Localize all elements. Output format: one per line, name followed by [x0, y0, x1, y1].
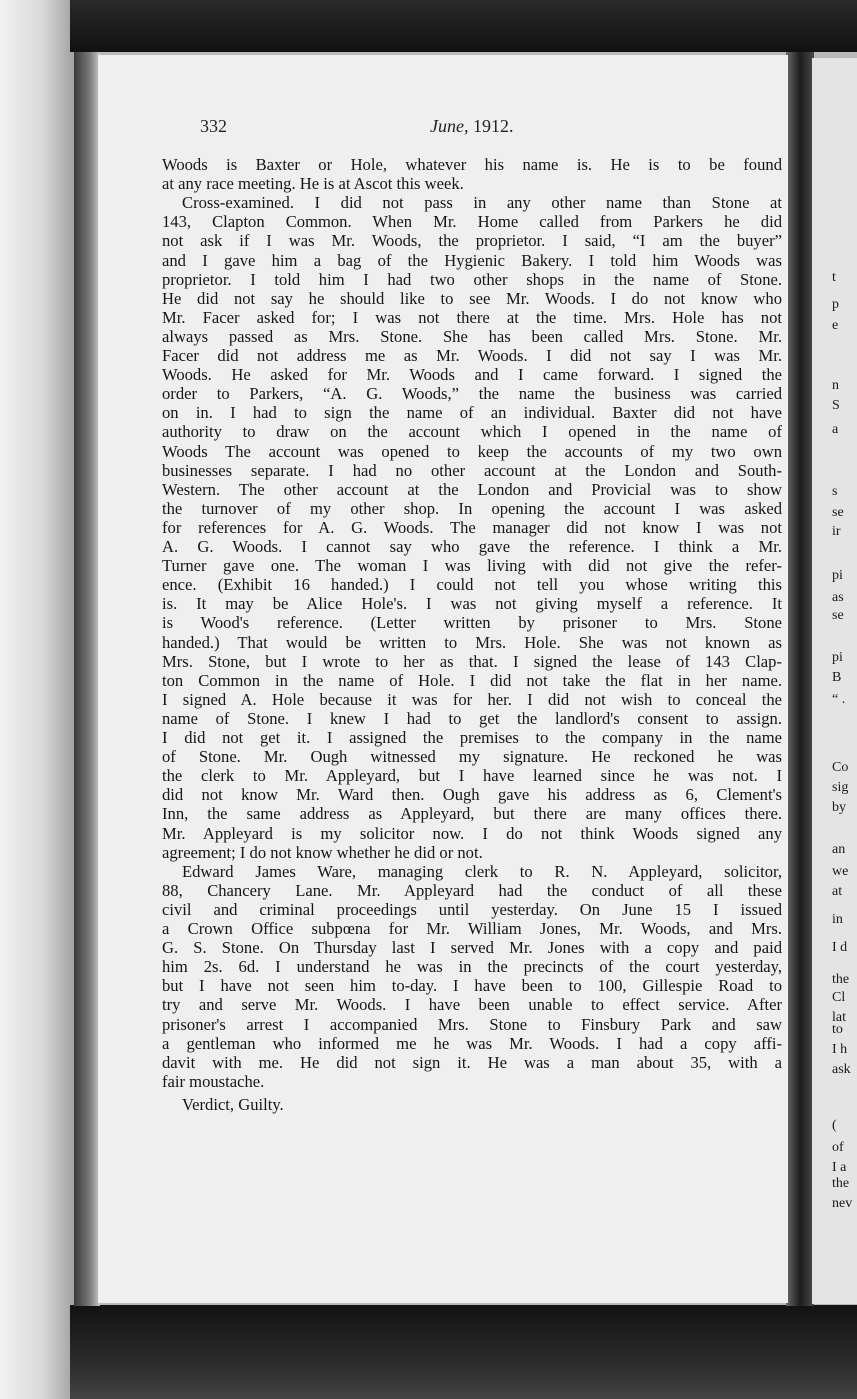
body-line: Edward James Ware, managing clerk to R. N. Appleyard, solicitor,: [182, 861, 782, 881]
facing-page-fragment: a: [832, 422, 839, 437]
body-line: Mr. Appleyard is my solicitor now. I do not think Woods signed any: [162, 823, 782, 843]
body-line: always passed as Mrs. Stone. She has been called Mrs. Stone. Mr.: [162, 326, 782, 346]
facing-page-fragment: Cl: [832, 990, 846, 1005]
scan-edge-top: [70, 0, 857, 52]
book-binding: [74, 52, 100, 1306]
facing-page-fragment: (: [832, 1118, 837, 1133]
body-line: ence. (Exhibit 16 handed.) I could not tell you whose writing this: [162, 575, 782, 595]
body-line: of Stone. Mr. Ough witnessed my signature. He reckoned he was: [162, 747, 782, 767]
facing-page-fragment: nev: [832, 1196, 853, 1211]
body-line: order to Parkers, “A. G. Woods,” the name the business was carried: [162, 384, 782, 404]
body-line: 143, Clapton Common. When Mr. Home called from Parkers he did: [162, 212, 782, 232]
body-line: I signed A. Hole because it was for her. I did not wish to conceal the: [162, 689, 782, 709]
facing-page-fragment: “ .: [832, 692, 846, 707]
running-head: [430, 116, 513, 137]
body-line: davit with me. He did not sign it. He was a man about 35, with a: [162, 1052, 782, 1072]
body-line: He did not say he should like to see Mr. Woods. I do not know who: [162, 288, 782, 308]
facing-page-fragment: the: [832, 972, 850, 987]
body-line: prisoner's arrest I accompanied Mrs. Stone to Finsbury Park and saw: [162, 1014, 782, 1034]
body-line: is Wood's reference. (Letter written by prisoner to Mrs. Stone: [162, 613, 782, 633]
body-line: at any race meeting. He is at Ascot this week.: [162, 174, 464, 194]
body-line: businesses separate. I had no other account at the London and South-: [162, 460, 782, 480]
facing-page-fragment: sig: [832, 780, 849, 795]
facing-page-fragment: at: [832, 884, 843, 899]
body-line: I did not get it. I assigned the premises to the company in the name: [162, 728, 782, 747]
body-line: Western. The other account at the London and Provicial was to show: [162, 479, 782, 499]
body-line: try and serve Mr. Woods. I have been unable to effect service. After: [162, 995, 782, 1015]
body-line: Mr. Facer asked for; I was not there at the time. Mrs. Hole has not: [162, 307, 782, 327]
body-line: Woods is Baxter or Hole, whatever his name is. He is to be found: [162, 155, 782, 174]
facing-page-fragment: to: [832, 1022, 843, 1037]
facing-page-fragment: lat: [832, 1010, 846, 1025]
body-line: and I gave him a bag of the Hygienic Bakery. I told him Woods was: [162, 250, 782, 270]
body-line: the turnover of my other shop. In opening the account I was asked: [162, 498, 782, 518]
facing-page-fragment: ir: [832, 524, 841, 539]
scan-edge-bottom: [70, 1305, 857, 1399]
book-gutter: [786, 52, 814, 1306]
body-line: name of Stone. I knew I had to get the landlord's consent to assign.: [162, 708, 782, 728]
body-line: Mrs. Stone, but I wrote to her as that. I signed the lease of 143 Clap-: [162, 651, 782, 671]
facing-page-fragment: se: [832, 505, 844, 520]
facing-page-fragment: B: [832, 670, 842, 685]
body-line: a Crown Office subpœna for Mr. William Jones, Mr. Woods, and Mrs.: [162, 919, 782, 938]
body-line: Cross-examined. I did not pass in any other name than Stone at: [182, 193, 782, 213]
body-line: did not know Mr. Ward then. Ough gave his address as 6, Clement's: [162, 785, 782, 805]
facing-page-fragment: S: [832, 398, 840, 413]
page-header: [200, 116, 760, 142]
body-line: 88, Chancery Lane. Mr. Appleyard had the conduct of all these: [162, 880, 782, 900]
body-line: not ask if I was Mr. Woods, the proprietor. I said, “I am the buyer”: [162, 231, 782, 251]
body-line: Inn, the same address as Appleyard, but there are many offices there.: [162, 804, 782, 824]
facing-page-fragment: n: [832, 378, 839, 393]
body-line: civil and criminal proceedings until yesterday. On June 15 I issued: [162, 899, 782, 919]
body-line: Turner gave one. The woman I was living with did not give the refer-: [162, 556, 782, 576]
body-line: G. S. Stone. On Thursday last I served Mr. Jones with a copy and paid: [162, 938, 782, 958]
body-line: Facer did not address me as Mr. Woods. I did not say I was Mr.: [162, 346, 782, 365]
body-line: on in. I had to sign the name of an individual. Baxter did not have: [162, 403, 782, 423]
facing-page-fragment: an: [832, 842, 846, 857]
body-line: handed.) That would be written to Mrs. Hole. She was not known as: [162, 632, 782, 652]
body-line: ton Common in the name of Hole. I did not take the flat in her name.: [162, 670, 782, 690]
body-line: authority to draw on the account which I opened in the name of: [162, 422, 782, 442]
facing-page-fragment: e: [832, 318, 839, 333]
page-number: 332: [200, 116, 227, 136]
body-line: proprietor. I told him I had two other shops in the name of Stone.: [162, 269, 782, 289]
facing-page-fragment: Co: [832, 760, 849, 775]
facing-page-fragment: pi: [832, 568, 843, 583]
body-line: A. G. Woods. I cannot say who gave the reference. I think a Mr.: [162, 537, 782, 556]
facing-page-fragment: in: [832, 912, 843, 927]
facing-page-fragment: as: [832, 590, 844, 605]
facing-page-fragment: the: [832, 1176, 850, 1191]
facing-page-fragment: I h: [832, 1042, 848, 1057]
body-line: is. It may be Alice Hole's. I was not giving myself a reference. It: [162, 594, 782, 614]
facing-page-fragment: pi: [832, 650, 843, 665]
facing-page-fragment: of: [832, 1140, 844, 1155]
body-line: fair moustache.: [162, 1071, 265, 1091]
body-line: but I have not seen him to-day. I have been to 100, Gillespie Road to: [162, 976, 782, 996]
running-head-month: June,: [430, 116, 469, 136]
body-line: agreement; I do not know whether he did or not.: [162, 842, 483, 862]
facing-page: [812, 58, 857, 1304]
body-line: Woods The account was opened to keep the accounts of my two own: [162, 441, 782, 461]
facing-page-fragment: we: [832, 864, 849, 879]
facing-page-fragment: p: [832, 297, 839, 312]
facing-page-fragment: by: [832, 800, 846, 815]
scan-edge-left: [0, 0, 78, 1399]
facing-page-fragment: se: [832, 608, 844, 623]
body-line: for references for A. G. Woods. The manager did not know I was not: [162, 517, 782, 537]
facing-page-fragment: I d: [832, 940, 848, 955]
body-line: a gentleman who informed me he was Mr. Woods. I had a copy affi-: [162, 1033, 782, 1053]
facing-page-fragment: s: [832, 484, 838, 499]
body-line: Verdict, Guilty.: [182, 1094, 284, 1114]
body-line: the clerk to Mr. Appleyard, but I have learned since he was not. I: [162, 766, 782, 786]
facing-page-fragment: t: [832, 270, 836, 285]
running-head-year: 1912.: [472, 116, 514, 136]
body-line: Woods. He asked for Mr. Woods and I came forward. I signed the: [162, 365, 782, 385]
facing-page-fragment: ask: [832, 1062, 851, 1077]
body-line: him 2s. 6d. I understand he was in the precincts of the court yesterday,: [162, 957, 782, 977]
facing-page-fragment: I a: [832, 1160, 847, 1175]
